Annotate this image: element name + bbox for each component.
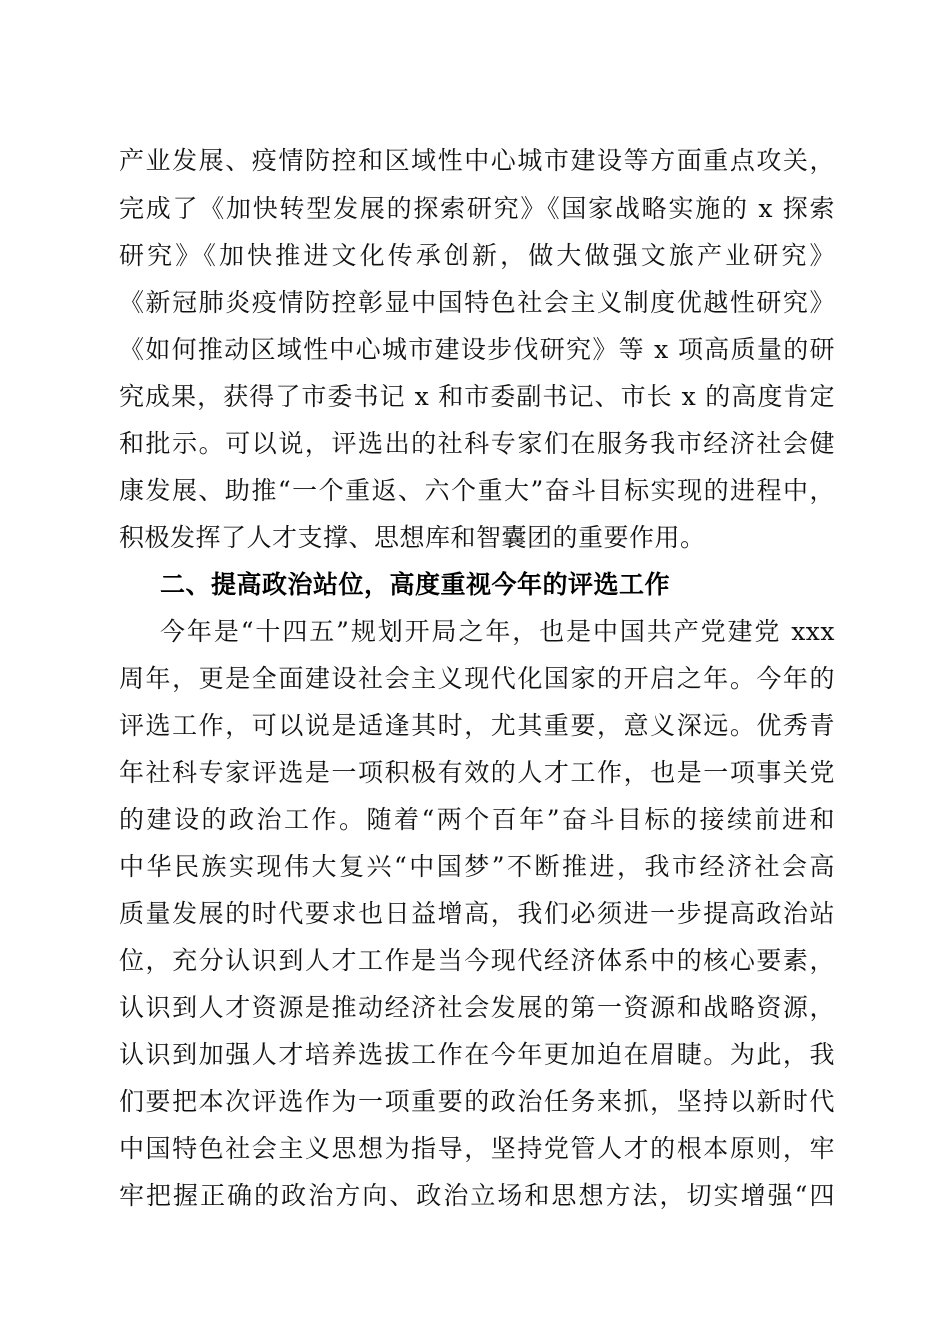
paragraph-line: 积极发挥了人才支撑、思想库和智囊团的重要作用。 [119, 523, 706, 552]
paragraph-line: 认识到加强人才培养选拔工作在今年更加迫在眉睫。为此，我 [119, 1040, 835, 1069]
paragraph-line: 位，充分认识到人才工作是当今现代经济体系中的核心要素， [119, 946, 835, 975]
paragraph-line: 康发展、助推“一个重返、六个重大”奋斗目标实现的进程中， [119, 476, 835, 505]
paragraph-line: 中国特色社会主义思想为指导，坚持党管人才的根本原则，牢 [119, 1134, 835, 1163]
paragraph-line: 完成了《加快转型发展的探索研究》《国家战略实施的 x 探索 [119, 194, 835, 223]
paragraph-line: 牢把握正确的政治方向、政治立场和思想方法，切实增强“四 [119, 1181, 835, 1210]
paragraph-line: 周年，更是全面建设社会主义现代化国家的开启之年。今年的 [119, 664, 835, 693]
paragraph-line: 究成果，获得了市委书记 x 和市委副书记、市长 x 的高度肯定 [119, 382, 835, 411]
section-heading: 二、提高政治站位，高度重视今年的评选工作 [160, 570, 671, 599]
paragraph-line: 质量发展的时代要求也日益增高，我们必须进一步提高政治站 [119, 899, 835, 928]
paragraph-line: 的建设的政治工作。随着“两个百年”奋斗目标的接续前进和 [119, 805, 835, 834]
paragraph-line: 《如何推动区域性中心城市建设步伐研究》等 x 项高质量的研 [119, 335, 835, 364]
paragraph-line: 评选工作，可以说是适逢其时，尤其重要，意义深远。优秀青 [119, 711, 835, 740]
paragraph-line: 中华民族实现伟大复兴“中国梦”不断推进，我市经济社会高 [119, 852, 835, 881]
paragraph-line: 《新冠肺炎疫情防控彰显中国特色社会主义制度优越性研究》 [119, 288, 835, 317]
paragraph-line: 们要把本次评选作为一项重要的政治任务来抓，坚持以新时代 [119, 1087, 835, 1116]
paragraph-line: 今年是“十四五”规划开局之年，也是中国共产党建党 xxx [160, 617, 835, 646]
paragraph-line: 研究》《加快推进文化传承创新，做大做强文旅产业研究》 [119, 241, 835, 270]
paragraph-line: 和批示。可以说，评选出的社科专家们在服务我市经济社会健 [119, 429, 835, 458]
paragraph-line: 年社科专家评选是一项积极有效的人才工作，也是一项事关党 [119, 758, 835, 787]
paragraph-line: 认识到人才资源是推动经济社会发展的第一资源和战略资源， [119, 993, 835, 1022]
paragraph-line: 产业发展、疫情防控和区域性中心城市建设等方面重点攻关， [119, 146, 835, 175]
